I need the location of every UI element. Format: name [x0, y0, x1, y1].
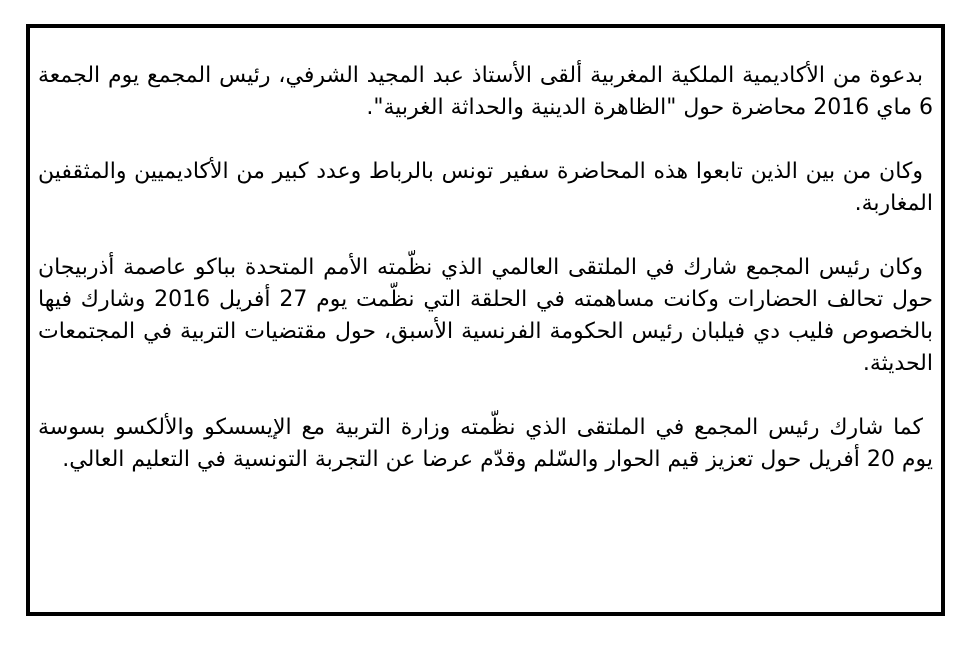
paragraph-lecture-invitation: بدعوة من الأكاديمية الملكية المغربية ألقى الأستاذ عبد المجيد الشرفي، رئيس المجمع يوم الجمعة 6 ماي 2016 محاضرة حول "الظاهرة الدينية والحداثة الغربية".: [38, 63, 933, 120]
paragraph-attendees: وكان من بين الذين تابعوا هذه المحاضرة سفير تونس بالرباط وعدد كبير من الأكاديميين والمثقفين المغاربة.: [38, 159, 933, 216]
paragraph-baku-forum: وكان رئيس المجمع شارك في الملتقى العالمي الذي نظّمته الأمم المتحدة بباكو عاصمة أذربيجان حول تحالف الحضارات وكانت مساهمته في الحلقة التي نظّمت يوم 27 أفريل 2016 وشارك فيها بالخصوص فليب دي فيلبان رئيس الحكومة الفرنسية الأسبق، حول مقتضيات التربية في المجتمعات الحديثة.: [38, 255, 933, 376]
paragraph-sousse-forum: كما شارك رئيس المجمع في الملتقى الذي نظّمته وزارة التربية مع الإيسسكو والألكسو بسوسة يوم 20 أفريل حول تعزيز قيم الحوار والسّلم وقدّم عرضا عن التجربة التونسية في التعليم العالي.: [38, 415, 933, 472]
document-body: [38, 60, 933, 476]
